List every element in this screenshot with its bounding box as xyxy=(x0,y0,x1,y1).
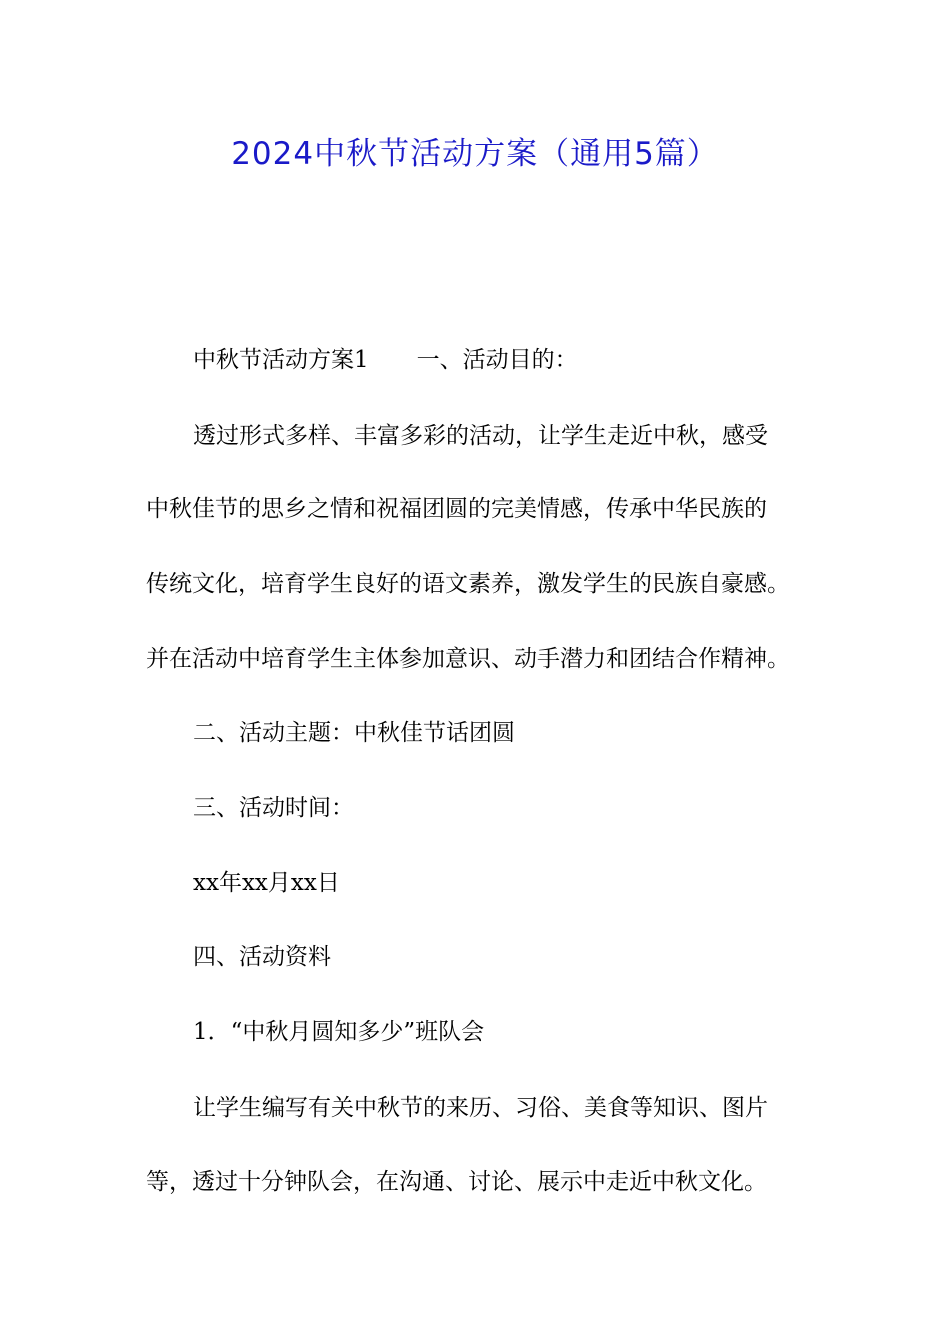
sub-item-1-line-1: 让学生编写有关中秋节的来历、习俗、美食等知识、图片 xyxy=(193,1095,768,1121)
sub-item-1-heading: 1．“中秋月圆知多少”班队会 xyxy=(193,1019,485,1045)
section-heading-line xyxy=(193,345,578,375)
time-heading: 三、活动时间： xyxy=(193,795,354,821)
section-heading: 中秋节活动方案1 xyxy=(193,347,369,373)
purpose-line-2: 中秋佳节的思乡之情和祝福团圆的完美情感，传承中华民族的 xyxy=(146,496,767,522)
sub-item-1-line-2: 等，透过十分钟队会，在沟通、讨论、展示中走近中秋文化。 xyxy=(146,1169,767,1195)
theme-line: 二、活动主题：中秋佳节话团圆 xyxy=(193,720,515,746)
item1-heading: 一、活动目的： xyxy=(416,347,578,373)
time-value: xx年xx月xx日 xyxy=(193,870,340,896)
purpose-line-1: 透过形式多样、丰富多彩的活动，让学生走近中秋，感受 xyxy=(193,423,768,449)
purpose-line-4: 并在活动中培育学生主体参加意识、动手潜力和团结合作精神。 xyxy=(146,646,790,672)
purpose-line-3: 传统文化，培育学生良好的语文素养，激发学生的民族自豪感。 xyxy=(146,571,790,597)
document-title: 2024中秋节活动方案（通用5篇） xyxy=(231,136,719,172)
content-heading: 四、活动资料 xyxy=(193,944,331,970)
